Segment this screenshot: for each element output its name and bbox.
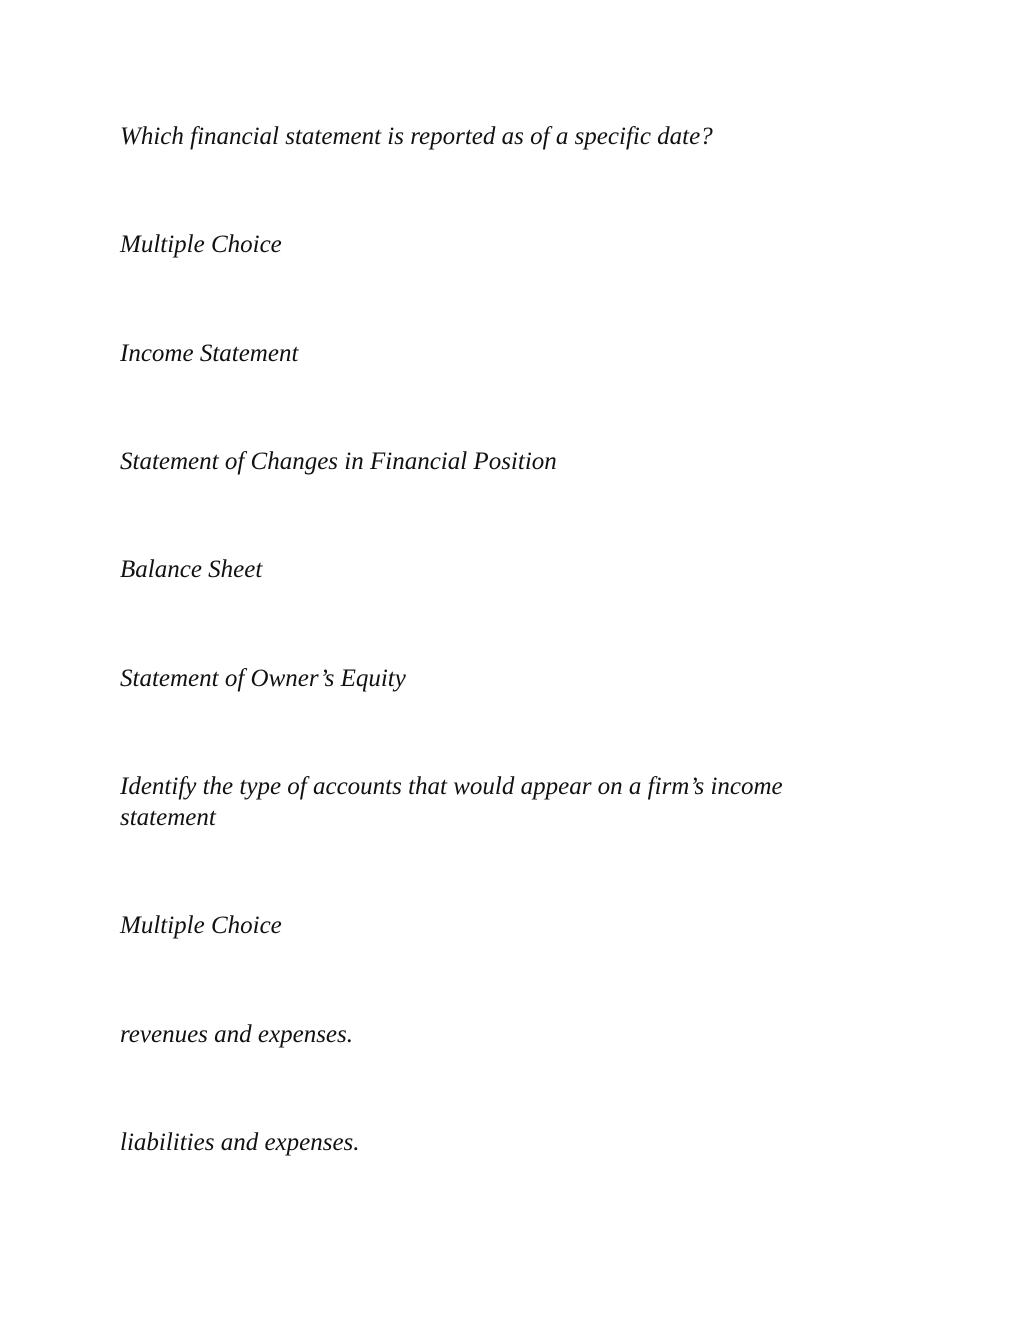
question-2-type-label: Multiple Choice [120,912,282,939]
question-1-option-2: Statement of Changes in Financial Position [120,448,557,475]
question-1-option-4: Statement of Owner’s Equity [120,665,406,692]
question-2-option-2: liabilities and expenses. [120,1129,360,1156]
question-1-option-3: Balance Sheet [120,556,263,583]
question-2-option-1: revenues and expenses. [120,1021,354,1048]
question-2-prompt: Identify the type of accounts that would appear on a firm’s income statement [120,773,783,831]
question-1-type-label: Multiple Choice [120,231,282,258]
question-1-prompt: Which financial statement is reported as of a specific date? [120,123,713,150]
question-1-option-1: Income Statement [120,340,299,367]
